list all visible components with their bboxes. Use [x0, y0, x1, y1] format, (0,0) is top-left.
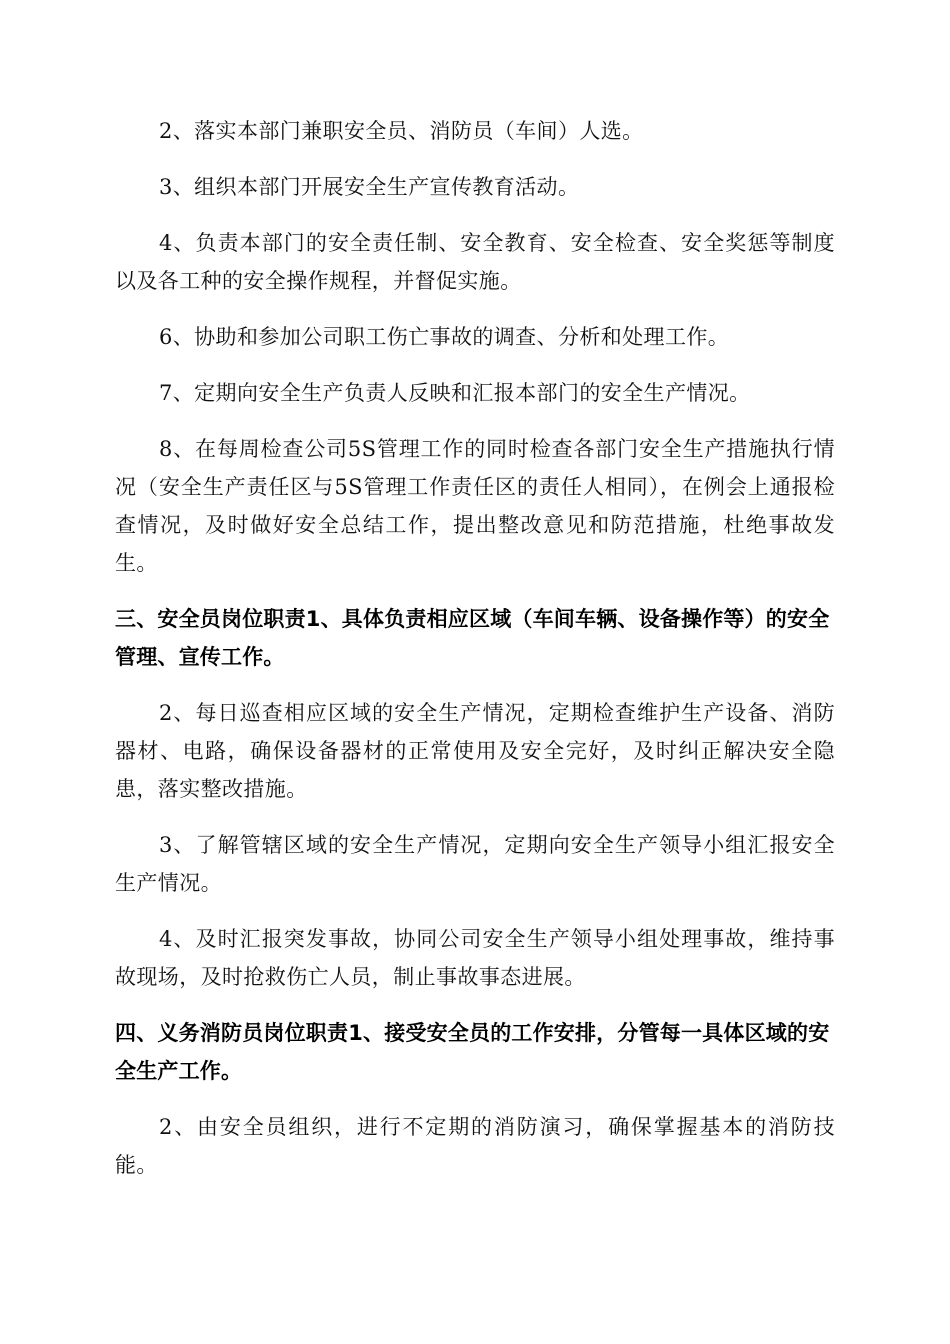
paragraph-item-8: 8、在每周检查公司5S管理工作的同时检查各部门安全生产措施执行情况（安全生产责任区与5S管理工作责任区的责任人相同），在例会上通报检查情况，及时做好安全总结工作，提出整改意见和防范措施，杜绝事故发生。 [115, 437, 835, 575]
section-heading-safety-officer: 三、安全员岗位职责1、具体负责相应区域（车间车辆、设备操作等）的安全管理、宣传工作。 [115, 607, 830, 669]
paragraph-item-4: 4、负责本部门的安全责任制、安全教育、安全检查、安全奖惩等制度以及各工种的安全操作规程，并督促实施。 [115, 231, 835, 293]
paragraph-item-7: 7、定期向安全生产负责人反映和汇报本部门的安全生产情况。 [159, 381, 751, 405]
document-body [115, 112, 835, 1202]
paragraph-item-2: 2、落实本部门兼职安全员、消防员（车间）人选。 [159, 119, 644, 143]
paragraph-safety-officer-4: 4、及时汇报突发事故，协同公司安全生产领导小组处理事故，维持事故现场，及时抢救伤亡人员，制止事故事态进展。 [115, 927, 835, 989]
paragraph-safety-officer-3: 3、了解管辖区域的安全生产情况，定期向安全生产领导小组汇报安全生产情况。 [115, 833, 835, 895]
paragraph-safety-officer-2: 2、每日巡查相应区域的安全生产情况，定期检查维护生产设备、消防器材、电路，确保设备器材的正常使用及安全完好，及时纠正解决安全隐患，落实整改措施。 [115, 701, 835, 801]
paragraph-firefighter-2: 2、由安全员组织，进行不定期的消防演习，确保掌握基本的消防技能。 [115, 1115, 835, 1177]
paragraph-item-3: 3、组织本部门开展安全生产宣传教育活动。 [159, 175, 580, 199]
paragraph-item-6: 6、协助和参加公司职工伤亡事故的调查、分析和处理工作。 [159, 325, 730, 349]
section-heading-volunteer-firefighter: 四、义务消防员岗位职责1、接受安全员的工作安排，分管每一具体区域的安全生产工作。 [115, 1021, 830, 1083]
